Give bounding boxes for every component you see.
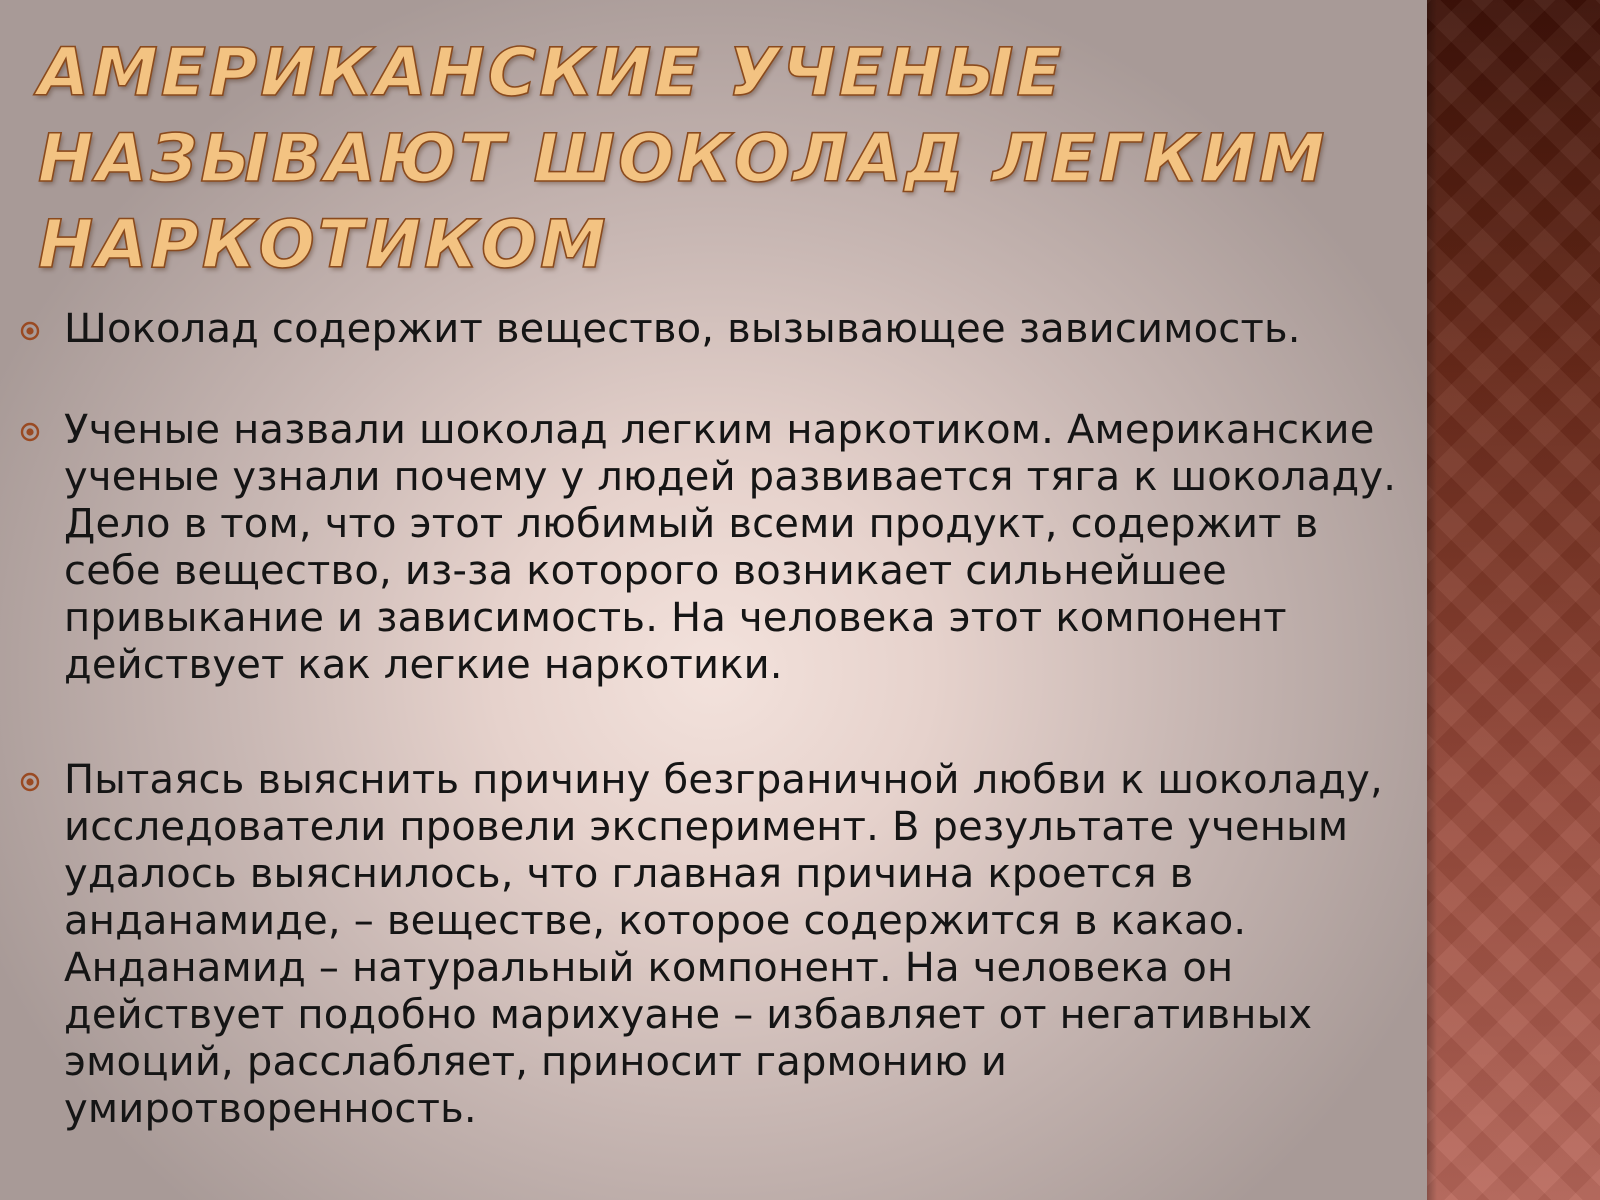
bullet-item bbox=[18, 306, 1418, 353]
bullet-text: Шоколад содержит вещество, вызывающее зависимость. bbox=[64, 306, 1301, 352]
bullet-list bbox=[18, 306, 1418, 1133]
decorative-side-band bbox=[1427, 0, 1600, 1200]
circled-dot-icon bbox=[20, 772, 40, 792]
slide-title: АМЕРИКАНСКИЕ УЧЕНЫЕ НАЗЫВАЮТ ШОКОЛАД ЛЕГКИМ НАРКОТИКОМ bbox=[38, 34, 1328, 283]
bullet-text: Пытаясь выяснить причину безграничной любви к шоколаду, исследователи провели эксперимент. В результате ученым удалось выяснилось, что главная причина кроется в анданамиде, – веществе, которое содержится в какао. Анданамид – натуральный компонент. На человека он действует подобно марихуане – избавляет от негативных эмоций, расслабляет, приносит гармонию и умиротворенность. bbox=[64, 757, 1383, 1132]
bullet-item bbox=[18, 407, 1418, 689]
bullet-text: Ученые назвали шоколад легким наркотиком. Американские ученые узнали почему у людей развивается тяга к шоколаду. Дело в том, что этот любимый всеми продукт, содержит в себе вещество, из-за которого возникает сильнейшее привыкание и зависимость. На человека этот компонент действует как легкие наркотики. bbox=[64, 407, 1397, 688]
bullet-item bbox=[18, 757, 1418, 1133]
circled-dot-icon bbox=[20, 422, 40, 442]
circled-dot-icon bbox=[20, 321, 40, 341]
